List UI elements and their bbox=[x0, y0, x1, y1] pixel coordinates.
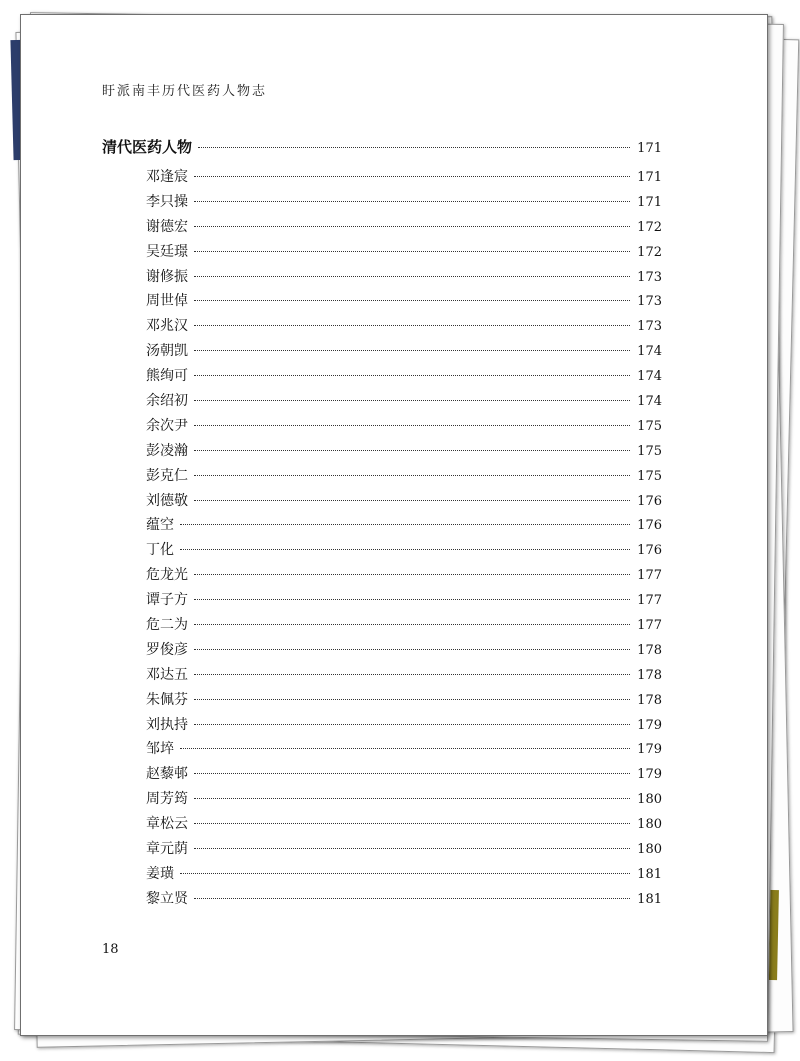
entry-name: 熊绚可 bbox=[146, 368, 188, 385]
entry-name: 周世倬 bbox=[146, 293, 188, 310]
entry-name: 吴廷璟 bbox=[146, 243, 188, 260]
toc-entry[interactable] bbox=[102, 689, 662, 714]
entry-page-number: 181 bbox=[637, 866, 662, 882]
toc-entry[interactable] bbox=[102, 365, 662, 390]
leader-dots bbox=[194, 649, 630, 650]
entry-page-number: 175 bbox=[637, 443, 662, 459]
leader-dots bbox=[194, 325, 630, 326]
leader-dots bbox=[194, 823, 630, 824]
entry-page-number: 177 bbox=[637, 618, 662, 634]
toc-entry[interactable] bbox=[102, 490, 662, 515]
section-page-number: 171 bbox=[637, 141, 662, 156]
entry-page-number: 171 bbox=[637, 194, 662, 210]
toc-entry[interactable] bbox=[102, 166, 662, 191]
leader-dots bbox=[194, 848, 630, 849]
entry-page-number: 178 bbox=[637, 692, 662, 708]
leader-dots bbox=[194, 898, 630, 899]
entry-page-number: 173 bbox=[637, 319, 662, 335]
toc-entry[interactable] bbox=[102, 315, 662, 340]
toc-entry[interactable] bbox=[102, 539, 662, 564]
toc-entry[interactable] bbox=[102, 216, 662, 241]
entry-name: 罗俊彦 bbox=[146, 641, 188, 658]
leader-dots bbox=[194, 300, 630, 301]
entry-name: 邓兆汉 bbox=[146, 318, 188, 335]
entry-page-number: 175 bbox=[637, 418, 662, 434]
entry-page-number: 174 bbox=[637, 369, 662, 385]
entry-name: 谢修振 bbox=[146, 268, 188, 285]
entry-name: 朱佩芬 bbox=[146, 691, 188, 708]
entry-page-number: 180 bbox=[637, 792, 662, 808]
entry-page-number: 176 bbox=[637, 543, 662, 559]
toc-entry[interactable] bbox=[102, 589, 662, 614]
entry-page-number: 179 bbox=[637, 767, 662, 783]
entry-page-number: 176 bbox=[637, 493, 662, 509]
entry-name: 余次尹 bbox=[146, 417, 188, 434]
running-head: 盱派南丰历代医药人物志 bbox=[102, 84, 268, 99]
leader-dots bbox=[194, 500, 630, 501]
entry-name: 姜璜 bbox=[146, 865, 174, 882]
leader-dots bbox=[194, 350, 630, 351]
entry-name: 彭克仁 bbox=[146, 467, 188, 484]
toc-entry[interactable] bbox=[102, 266, 662, 291]
leader-dots bbox=[198, 147, 630, 148]
toc-entry[interactable] bbox=[102, 639, 662, 664]
page-number: 18 bbox=[102, 942, 119, 957]
toc-entry[interactable] bbox=[102, 664, 662, 689]
entry-name: 余绍初 bbox=[146, 393, 188, 410]
entry-name: 危二为 bbox=[146, 617, 188, 634]
entry-name: 邹埣 bbox=[146, 741, 174, 758]
toc-entry[interactable] bbox=[102, 440, 662, 465]
entry-page-number: 172 bbox=[637, 219, 662, 235]
leader-dots bbox=[194, 798, 630, 799]
entry-page-number: 181 bbox=[637, 891, 662, 907]
leader-dots bbox=[180, 524, 630, 525]
toc-entry[interactable] bbox=[102, 863, 662, 888]
toc-entry[interactable] bbox=[102, 290, 662, 315]
entry-name: 邓逢宸 bbox=[146, 169, 188, 185]
entry-page-number: 173 bbox=[637, 269, 662, 285]
toc-entry[interactable] bbox=[102, 714, 662, 739]
leader-dots bbox=[194, 475, 630, 476]
entry-page-number: 180 bbox=[637, 817, 662, 833]
leader-dots bbox=[194, 574, 630, 575]
toc-entry[interactable] bbox=[102, 241, 662, 266]
toc-entry[interactable] bbox=[102, 340, 662, 365]
entry-name: 蕴空 bbox=[146, 517, 174, 534]
leader-dots bbox=[194, 674, 630, 675]
section-title: 清代医药人物 bbox=[102, 138, 193, 156]
leader-dots bbox=[194, 226, 630, 227]
leader-dots bbox=[194, 773, 630, 774]
entry-name: 汤朝凯 bbox=[146, 343, 188, 360]
entry-page-number: 177 bbox=[637, 593, 662, 609]
entry-page-number: 178 bbox=[637, 642, 662, 658]
toc-entry[interactable] bbox=[102, 415, 662, 440]
entry-page-number: 179 bbox=[637, 742, 662, 758]
leader-dots bbox=[180, 873, 630, 874]
leader-dots bbox=[194, 251, 630, 252]
entry-page-number: 176 bbox=[637, 518, 662, 534]
entry-name: 章元荫 bbox=[146, 841, 188, 858]
entry-name: 刘执持 bbox=[146, 716, 188, 733]
leader-dots bbox=[194, 201, 630, 202]
toc-section-heading[interactable] bbox=[102, 136, 662, 166]
toc-entry[interactable] bbox=[102, 838, 662, 863]
toc-entry[interactable] bbox=[102, 514, 662, 539]
entry-name: 刘德敬 bbox=[146, 492, 188, 509]
leader-dots bbox=[194, 425, 630, 426]
toc-entry[interactable] bbox=[102, 564, 662, 589]
table-of-contents bbox=[102, 136, 662, 913]
toc-entry[interactable] bbox=[102, 738, 662, 763]
entry-name: 邓达五 bbox=[146, 666, 188, 683]
entry-name: 周芳筠 bbox=[146, 791, 188, 808]
toc-entry-list bbox=[102, 166, 662, 913]
entry-name: 黎立贤 bbox=[146, 890, 188, 907]
entry-page-number: 172 bbox=[637, 244, 662, 260]
leader-dots bbox=[194, 599, 630, 600]
entry-page-number: 178 bbox=[637, 667, 662, 683]
toc-entry[interactable] bbox=[102, 191, 662, 216]
entry-page-number: 171 bbox=[637, 170, 662, 185]
toc-entry[interactable] bbox=[102, 788, 662, 813]
entry-name: 赵藜邨 bbox=[146, 766, 188, 783]
leader-dots bbox=[194, 400, 630, 401]
entry-page-number: 179 bbox=[637, 717, 662, 733]
toc-entry[interactable] bbox=[102, 763, 662, 788]
leader-dots bbox=[180, 549, 630, 550]
toc-entry[interactable] bbox=[102, 888, 662, 913]
toc-entry[interactable] bbox=[102, 614, 662, 639]
leader-dots bbox=[194, 699, 630, 700]
entry-page-number: 175 bbox=[637, 468, 662, 484]
entry-name: 谢德宏 bbox=[146, 218, 188, 235]
toc-entry[interactable] bbox=[102, 465, 662, 490]
entry-name: 李只操 bbox=[146, 193, 188, 210]
entry-name: 彭凌瀚 bbox=[146, 442, 188, 459]
entry-page-number: 180 bbox=[637, 842, 662, 858]
entry-name: 危龙光 bbox=[146, 567, 188, 584]
entry-name: 丁化 bbox=[146, 542, 174, 559]
entry-page-number: 174 bbox=[637, 344, 662, 360]
leader-dots bbox=[194, 450, 630, 451]
entry-page-number: 173 bbox=[637, 294, 662, 310]
leader-dots bbox=[180, 748, 630, 749]
leader-dots bbox=[194, 375, 630, 376]
toc-entry[interactable] bbox=[102, 390, 662, 415]
leader-dots bbox=[194, 176, 630, 177]
entry-name: 谭子方 bbox=[146, 592, 188, 609]
leader-dots bbox=[194, 724, 630, 725]
toc-entry[interactable] bbox=[102, 813, 662, 838]
leader-dots bbox=[194, 624, 630, 625]
leader-dots bbox=[194, 276, 630, 277]
entry-page-number: 177 bbox=[637, 568, 662, 584]
entry-name: 章松云 bbox=[146, 816, 188, 833]
entry-page-number: 174 bbox=[637, 394, 662, 410]
